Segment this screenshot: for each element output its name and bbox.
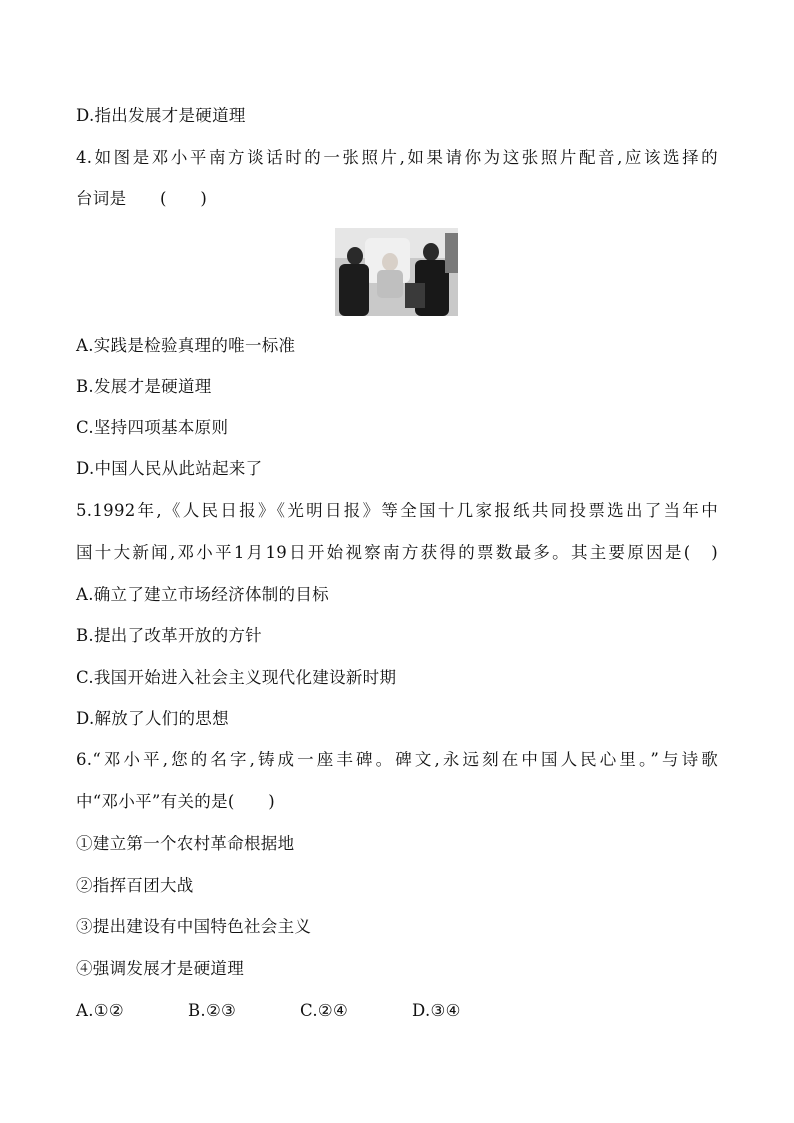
- question-4-option-c: C.坚持四项基本原则: [76, 418, 229, 437]
- question-5-option-a: A.确立了建立市场经济体制的目标: [76, 585, 329, 604]
- question-5-option-d: D.解放了人们的思想: [76, 709, 229, 728]
- question-6-option-c: C.②④: [300, 1001, 349, 1020]
- question-4-option-d: D.中国人民从此站起来了: [76, 459, 263, 478]
- question-6-item-3: ③提出建设有中国特色社会主义: [76, 917, 312, 936]
- question-6-item-1: ①建立第一个农村革命根据地: [76, 834, 295, 853]
- question-5-stem-line-1: 5.1992年,《人民日报》《光明日报》等全国十几家报纸共同投票选出了当年中: [76, 501, 718, 520]
- question-6-item-4: ④强调发展才是硬道理: [76, 959, 244, 978]
- question-4-option-a: A.实践是检验真理的唯一标准: [76, 336, 296, 355]
- question-6-item-2: ②指挥百团大战: [76, 876, 194, 895]
- question-5-option-c: C.我国开始进入社会主义现代化建设新时期: [76, 668, 397, 687]
- question-4-stem-line-2: 台词是 ( ): [76, 189, 208, 208]
- question-6-stem-line-2: 中“邓小平”有关的是( ): [76, 792, 275, 811]
- question-4-stem-line-1: 4.如图是邓小平南方谈话时的一张照片,如果请你为这张照片配音,应该选择的: [76, 148, 718, 167]
- question-6-option-d: D.③④: [412, 1001, 461, 1020]
- question-6-option-b: B.②③: [188, 1001, 237, 1020]
- question-4-photo: [335, 228, 458, 316]
- question-5-stem-line-2: 国十大新闻,邓小平1月19日开始视察南方获得的票数最多。其主要原因是( ): [76, 543, 718, 562]
- prev-question-option-d: D.指出发展才是硬道理: [76, 106, 246, 125]
- question-5-option-b: B.提出了改革开放的方针: [76, 626, 262, 645]
- question-6-stem-line-1: 6.“邓小平,您的名字,铸成一座丰碑。碑文,永远刻在中国人民心里。”与诗歌: [76, 750, 718, 769]
- question-4-option-b: B.发展才是硬道理: [76, 377, 212, 396]
- question-6-options: [76, 1000, 461, 1022]
- question-6-option-a: A.①②: [76, 1001, 124, 1020]
